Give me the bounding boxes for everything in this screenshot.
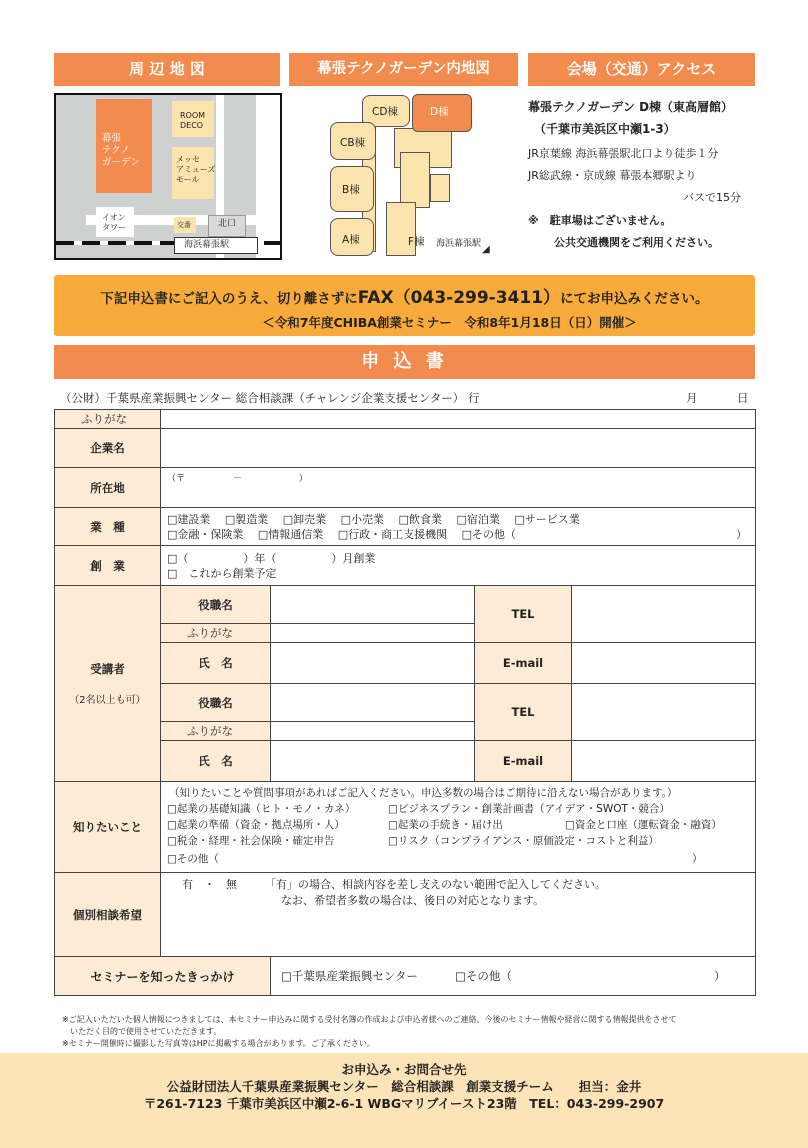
know-other[interactable]: □その他（ — [167, 853, 219, 865]
found-label: セミナーを知ったきっかけ — [55, 957, 271, 996]
parking-note: ※ 駐車場はございません。 — [528, 214, 672, 227]
banner-fax: FAX（043-299-3411） — [357, 288, 561, 308]
position-input-1[interactable] — [271, 586, 475, 624]
access-header: 会場（交通）アクセス — [528, 53, 755, 86]
found-opt2[interactable]: □その他（ — [455, 969, 512, 983]
attendee-label — [55, 586, 161, 782]
industry-label: 業 種 — [55, 508, 161, 546]
form-title: 申 込 書 — [54, 345, 755, 379]
email-label-1: E-mail — [475, 643, 572, 684]
tel-label-2: TEL — [475, 684, 572, 741]
found-close: ） — [714, 969, 726, 983]
attendee-label-text: 受講者 — [90, 662, 125, 676]
day-label: 日 — [737, 391, 749, 405]
location-input[interactable] — [161, 468, 756, 508]
station-label: 海浜幕張駅 — [184, 240, 230, 250]
know-label: 知りたいこと — [55, 782, 161, 873]
industry-line1[interactable]: □建設業 □製造業 □卸売業 □小売業 □飲食業 □宿泊業 □サービス業 — [167, 512, 580, 526]
transit-note: 公共交通機関をご利用ください。 — [554, 236, 719, 249]
access-address: （千葉市美浜区中瀬1-3） — [534, 122, 676, 136]
koban-label: 交番 — [177, 221, 191, 229]
aeon-label: イオン タワー — [102, 213, 126, 232]
room-deco-label: ROOM DECO — [180, 111, 206, 130]
company-input[interactable] — [161, 429, 756, 468]
access-line2: JR総武線・京成線 幕張本郷駅より — [528, 169, 697, 182]
arrow-icon: ◢ — [482, 244, 490, 255]
consult-area[interactable] — [161, 873, 756, 957]
application-form — [54, 409, 756, 996]
tel-label-1: TEL — [475, 586, 572, 643]
building-map — [326, 92, 516, 262]
name-furigana-label-1: ふりがな — [161, 624, 271, 643]
know-intro: （知りたいことや質問事項があればご記入ください。申込多数の場合はご期待に沿えない場合があります。） — [169, 787, 678, 799]
month-label: 月 — [686, 391, 698, 405]
found-opt1[interactable]: □千葉県産業振興センター — [281, 969, 418, 983]
position-label-1: 役職名 — [161, 586, 271, 624]
footer-org: 公益財団法人千葉県産業振興センター 総合相談課 創業支援チーム 担当：金井 — [166, 1079, 642, 1094]
tel-input-1[interactable] — [572, 586, 756, 643]
know-b3[interactable]: □資金と口座（運転資金・融資） — [565, 819, 722, 831]
consult-choice[interactable]: 有 ・ 無 — [182, 878, 237, 891]
name-label-2: 氏 名 — [161, 741, 271, 782]
startup-label: 創 業 — [55, 546, 161, 586]
name-label-1: 氏 名 — [161, 643, 271, 684]
email-label-2: E-mail — [475, 741, 572, 782]
position-input-2[interactable] — [271, 684, 475, 722]
name-furigana-input-2[interactable] — [271, 722, 475, 741]
company-label: 企業名 — [55, 429, 161, 468]
know-a1[interactable]: □起業の基礎知識（ヒト・モノ・カネ） — [167, 803, 356, 815]
footnote-2: ※セミナー開催時に撮影した写真等はHPに掲載する場合があります。ご了承ください。 — [62, 1039, 375, 1048]
messe-label: メッセ アミューズ モール — [176, 155, 216, 184]
footnote-1b: いただく目的で使用させていただきます。 — [70, 1027, 222, 1036]
footer-address: 〒261-7123 千葉市美浜区中瀬2-6-1 WBGマリブイースト23階 TEL：043-299-2907 — [143, 1096, 665, 1111]
footnote-1: ※ご記入いただいた個人情報につきましては、本セミナー申込みに関する受付名簿の作成および申込者様へのご連絡、今後のセミナー情報や経営に関する情報提供をさせて — [62, 1015, 677, 1024]
building-cd-label: CD棟 — [372, 106, 398, 118]
position-label-2: 役職名 — [161, 684, 271, 722]
building-f-label: F棟 — [408, 236, 425, 248]
fax-banner-line1 — [54, 283, 755, 308]
access-line1: JR京葉線 海浜幕張駅北口より徒歩１分 — [528, 147, 719, 160]
name-furigana-label-2: ふりがな — [161, 722, 271, 741]
kitaguchi-label: 北口 — [218, 219, 237, 229]
area-map — [54, 93, 282, 260]
inner-map-header: 幕張テクノガーデン内地図 — [289, 53, 518, 86]
know-options[interactable] — [161, 782, 756, 873]
found-options[interactable] — [271, 957, 756, 996]
name-input-2[interactable] — [271, 741, 475, 782]
postal-prefix: （〒 － ） — [167, 474, 308, 484]
addressee: （公財）千葉県産業振興センター 総合相談課（チャレンジ企業支援センター） 行 — [60, 391, 480, 405]
building-a-label: A棟 — [342, 234, 360, 246]
company-furigana-label: ふりがな — [55, 410, 161, 429]
consult-line2: なお、希望者多数の場合は、後日の対応となります。 — [281, 894, 545, 907]
banner-post: にてお申込みください。 — [560, 291, 709, 307]
know-c1[interactable]: □税金・経理・社会保険・確定申告 — [167, 835, 335, 847]
attendee-note: （2名以上も可） — [69, 695, 146, 706]
industry-options[interactable] — [161, 508, 756, 546]
building-d-label: D棟 — [430, 106, 449, 118]
know-b2[interactable]: □起業の手続き・届け出 — [388, 819, 503, 831]
email-input-1[interactable] — [572, 643, 756, 684]
footer-title: お申込み・お問合せ先 — [341, 1062, 467, 1077]
email-input-2[interactable] — [572, 741, 756, 782]
location-label: 所在地 — [55, 468, 161, 508]
access-line3: バスで15分 — [683, 191, 741, 204]
know-c2[interactable]: □リスク（コンプライアンス・原価設定・コストと利益） — [388, 835, 659, 847]
company-furigana-input[interactable] — [161, 410, 756, 429]
building-cb-label: CB棟 — [340, 137, 366, 149]
startup-line2[interactable]: □ これから創業予定 — [167, 566, 277, 580]
startup-line1[interactable]: □（ ）年（ ）月創業 — [167, 551, 376, 565]
consult-line1: 「有」の場合、相談内容を差し支えのない範囲で記入してください。 — [265, 878, 606, 891]
know-other-close: ） — [692, 853, 703, 865]
access-venue: 幕張テクノガーデン D棟（東高層館） — [528, 100, 734, 114]
map-header: 周 辺 地 図 — [54, 53, 280, 86]
building-b-label: B棟 — [342, 184, 360, 196]
building-station-label: 海浜幕張駅 — [436, 239, 482, 249]
know-b1[interactable]: □起業の準備（資金・拠点場所・人） — [167, 819, 345, 831]
tel-input-2[interactable] — [572, 684, 756, 741]
know-a2[interactable]: □ビジネスプラン・創業計画書（アイデア・SWOT・競合） — [388, 803, 670, 815]
makuhari-label: 幕張 テクノ ガーデン — [102, 133, 140, 168]
name-furigana-input-1[interactable] — [271, 624, 475, 643]
banner-pre: 下記申込書にご記入のうえ、切り離さずに — [100, 291, 358, 307]
startup-options[interactable] — [161, 546, 756, 586]
name-input-1[interactable] — [271, 643, 475, 684]
industry-line2[interactable]: □金融・保険業 □情報通信業 □行政・商工支援機関 □その他（ ） — [167, 527, 748, 541]
consult-label: 個別相談希望 — [55, 873, 161, 957]
fax-banner-line2: ＜令和7年度CHIBA創業セミナー 令和8年1月18日（日）開催＞ — [262, 315, 637, 330]
